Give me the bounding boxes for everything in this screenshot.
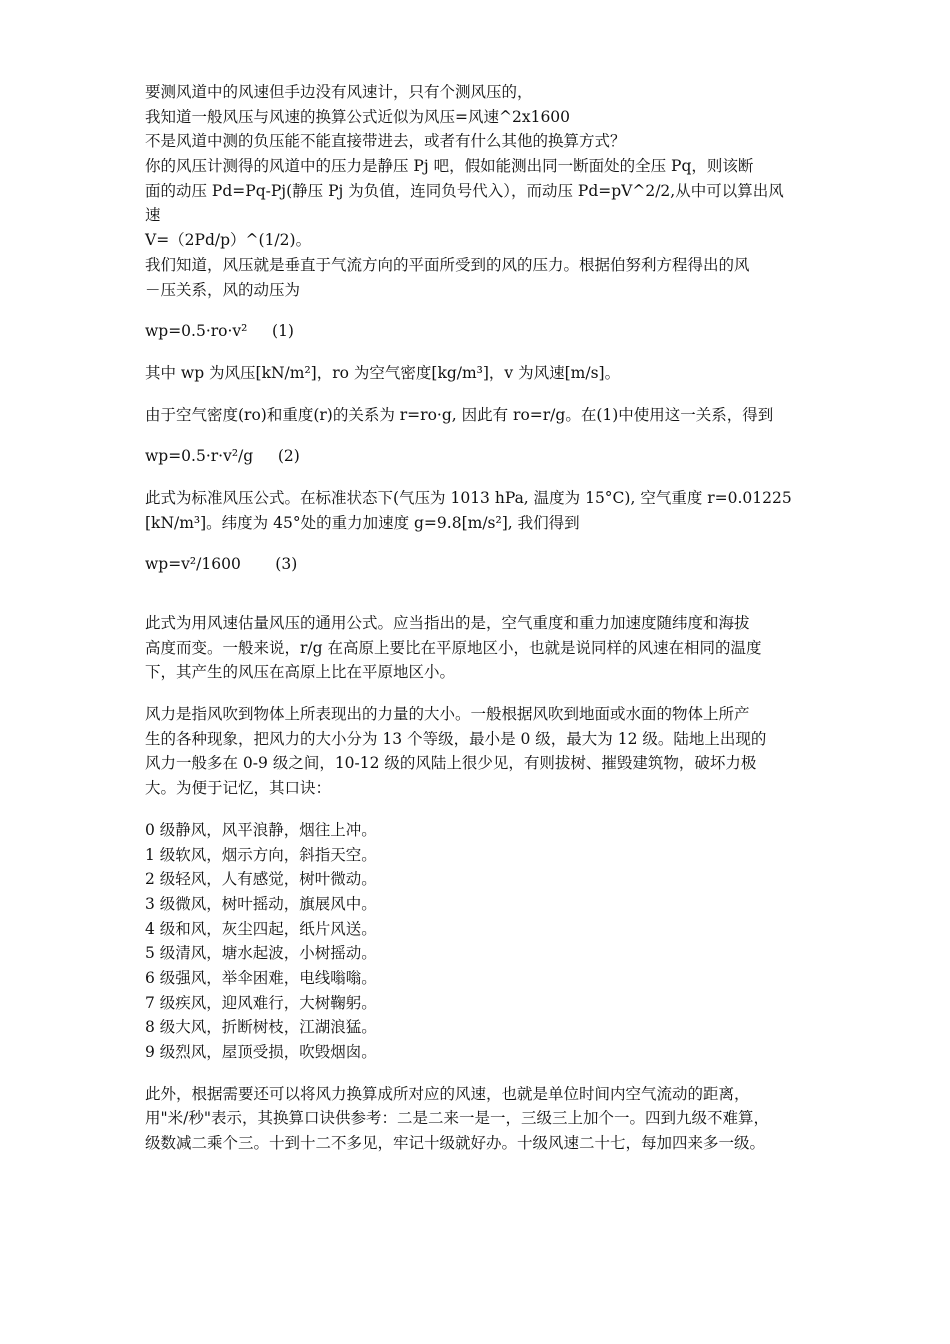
equation-3: wp=v²/1600 (3) (145, 555, 298, 574)
text-line: 风力是指风吹到物体上所表现出的力量的大小。一般根据风吹到地面或水面的物体上所产 (145, 705, 750, 724)
text-line: 风力一般多在 0-9 级之间，10-12 级的风陆上很少见，有则拔树、摧毁建筑物，破坏力极 (145, 754, 757, 773)
text-line: 高度而变。一般来说，r/g 在高原上要比在平原地区小，也就是说同样的风速在相同的温度 (145, 638, 762, 657)
text-line: 此外，根据需要还可以将风力换算成所对应的风速，也就是单位时间内空气流动的距离， (145, 1084, 750, 1103)
text-line: 此式为用风速估量风压的通用公式。应当指出的是，空气重度和重力加速度随纬度和海拔 (145, 614, 750, 632)
text-line: 我知道一般风压与风速的换算公式近似为风压=风速^2x1600 (145, 107, 571, 126)
wind-level-item: 2 级轻风，人有感觉，树叶微动。 (145, 870, 377, 889)
paragraph-density: 由于空气密度(ro)和重度(r)的关系为 r=ro·g, 因此有 ro=r/g。在(1)中使用这一关系，得到 (145, 405, 774, 424)
text-line: 速 (145, 206, 161, 225)
text-line: 用"米/秒"表示，其换算口诀供参考：二是二来一是一，三级三上加个一。四到九级不难算， (145, 1109, 769, 1128)
text-line: 不是风道中测的负压能不能直接带进去，或者有什么其他的换算方式？ (145, 132, 626, 151)
text-line: 面的动压 Pd=Pq-Pj(静压 Pj 为负值，连同负号代入），而动压 Pd=pV^2/2,从中可以算出风 (145, 181, 784, 200)
wind-level-item: 7 级疾风，迎风难行，大树鞠躬。 (145, 993, 377, 1012)
wind-level-item: 4 级和风，灰尘四起，纸片风送。 (145, 919, 377, 938)
document-body (145, 80, 815, 1156)
text-line: 级数减二乘个三。十到十二不多见，牢记十级就好办。十级风速二十七，每加四来多一级。 (145, 1134, 766, 1153)
paragraph-where: 其中 wp 为风压[kN/m²]，ro 为空气密度[kg/m³]，v 为风速[m/s]。 (145, 363, 621, 382)
equation-2: wp=0.5·r·v²/g (2) (145, 447, 300, 466)
text-line: 此式为标准风压公式。在标准状态下(气压为 1013 hPa, 温度为 15°C), 空气重度 r=0.01225 (145, 488, 792, 507)
text-line: －压关系，风的动压为 (145, 280, 301, 299)
wind-level-item: 6 级强风，举伞困难，电线嗡嗡。 (145, 968, 377, 987)
text-line: 下，其产生的风压在高原上比在平原地区小。 (145, 663, 456, 682)
wind-level-item: 0 级静风，风平浪静，烟往上冲。 (145, 820, 377, 839)
wind-level-item: 5 级清风，塘水起波，小树摇动。 (145, 944, 377, 963)
wind-level-item: 9 级烈风，屋顶受损，吹毁烟囱。 (145, 1043, 377, 1061)
text-line: 我们知道，风压就是垂直于气流方向的平面所受到的风的压力。根据伯努利方程得出的风 (145, 255, 750, 274)
equation-1: wp=0.5·ro·v² (1) (145, 322, 294, 341)
text-line: [kN/m³]。纬度为 45°处的重力加速度 g=9.8[m/s²], 我们得到 (145, 513, 580, 532)
text-line: V=（2Pd/p）^(1/2)。 (145, 231, 312, 250)
text-line: 大。为便于记忆，其口诀： (145, 779, 332, 798)
text-line: 要测风道中的风速但手边没有风速计，只有个测风压的， (145, 83, 533, 101)
wind-level-item: 8 级大风，折断树枝，江湖浪猛。 (145, 1018, 377, 1037)
wind-level-item: 1 级软风，烟示方向，斜指天空。 (145, 845, 377, 864)
text-line: 生的各种现象，把风力的大小分为 13 个等级，最小是 0 级，最大为 12 级。陆地上出现的 (145, 729, 767, 748)
text-line: 你的风压计测得的风道中的压力是静压 Pj 吧，假如能测出同一断面处的全压 Pq，则该断 (145, 157, 754, 176)
wind-level-item: 3 级微风，树叶摇动，旗展风中。 (145, 894, 377, 913)
